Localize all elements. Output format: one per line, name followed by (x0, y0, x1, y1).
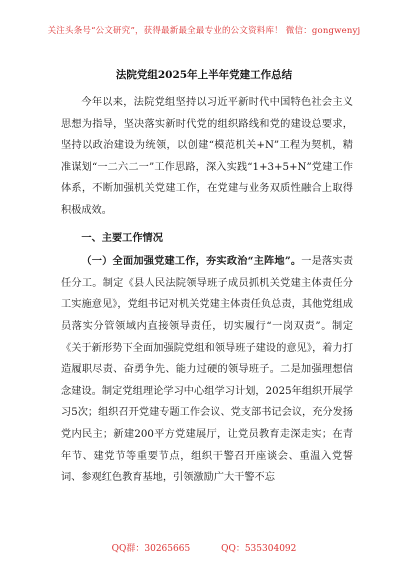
footer-qq: QQ：535304092 (221, 544, 297, 554)
section-heading: 一、主要工作情况 (81, 231, 163, 244)
subsection-body: 一是落实责任分工。制定《县人民法院领导班子成员抓机关党建主体责任分工实施意见》，党组书记对机关党建主体责任负总责，其他党组成员落实分管领域内直接领导责任，切实履行“一岗双责”。制定《关于新形势下全面加强院党组和领导班子建设的意见》，着力打造履职尽责、奋勇争先、能力过硬的领导班子。二是加强理想信念建设。制定党组理论学习中心组学习计划，2025年组织开展学习5次；组织召开党建专题工作会议、党支部书记会议，充分发扬党内民主；新建200平方党建展厅，让党员教育走深走实；在青年节、建党节等重要节点，组织干警召开座谈会、重温入党誓词、参观红色教育基地，引领激励广大干警不忘 (61, 256, 354, 484)
header-banner: 关注头条号“公文研究”，获得最新最全最专业的公文资料库！ 微信：gongwenyj (47, 26, 361, 36)
intro-paragraph: 今年以来，法院党组坚持以习近平新时代中国特色社会主义思想为指导，坚决落实新时代党的组织路线和党的建设总要求，坚持以政治建设为统领，以创建“模范机关+N”工程为契机，精准谋划“一二六二一”工作思路，深入实践“1+3+5+N”党建工作体系，不断加强机关党建工作，在党建与业务双质性融合上取得积极成效。 (61, 97, 353, 216)
subsection-heading: （一）全面加强党建工作，夯实政治“主阵地”。 (81, 255, 302, 268)
footer-qq-group: QQ群：30265665 (111, 544, 191, 554)
document-body (61, 92, 353, 489)
document-title: 法院党组2025年上半年党建工作总结 (115, 69, 293, 81)
footer-contact (0, 541, 408, 554)
subsection-paragraph (61, 251, 353, 489)
